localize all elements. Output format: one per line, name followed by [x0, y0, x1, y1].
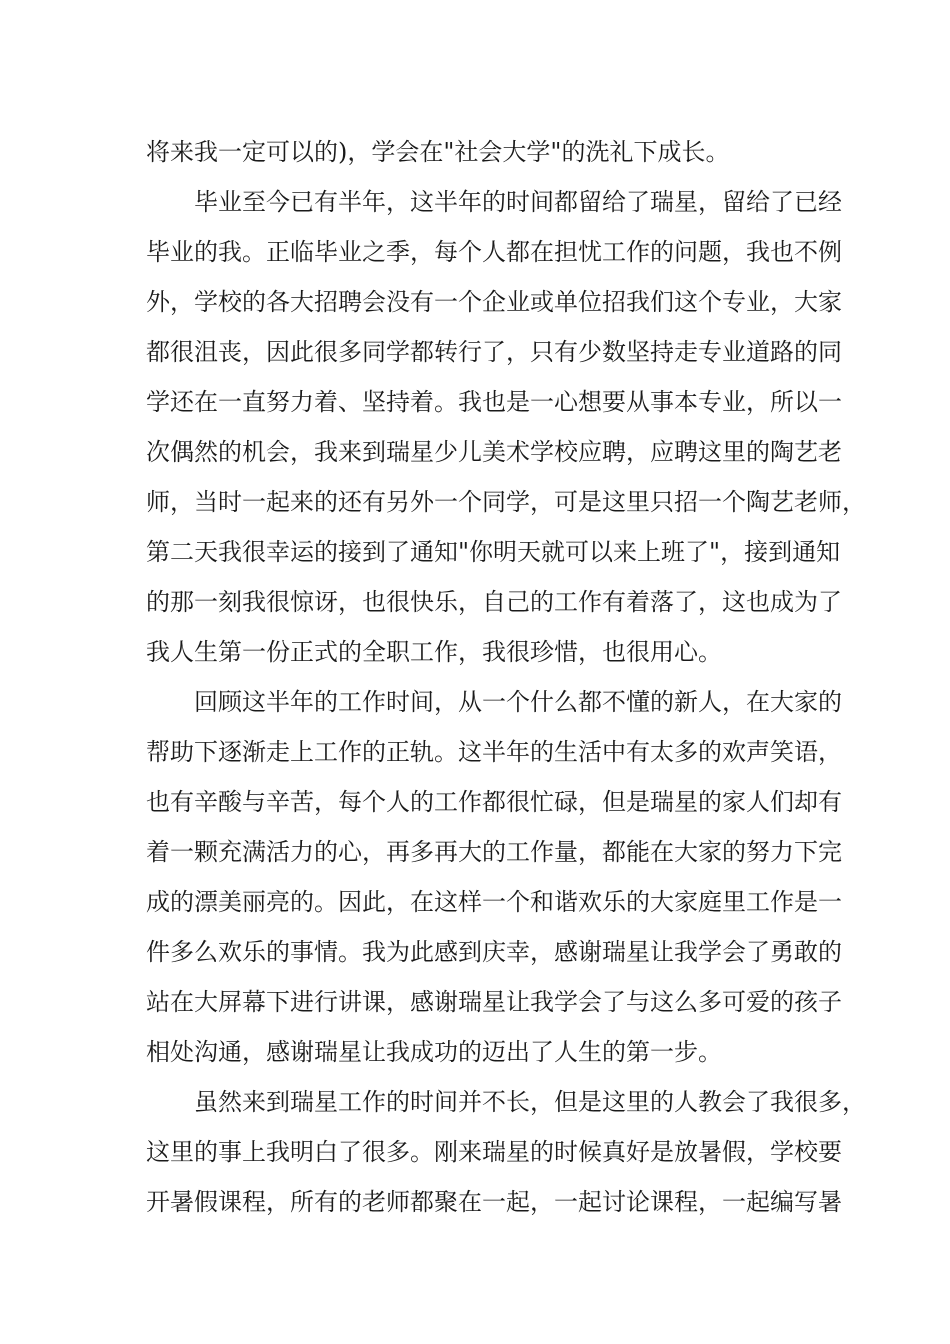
text-line: 成的漂美丽亮的。因此，在这样一个和谐欢乐的大家庭里工作是一 [146, 888, 842, 916]
text-line: 都很沮丧，因此很多同学都转行了，只有少数坚持走专业道路的同 [146, 338, 842, 366]
text-line: 的那一刻我很惊讶，也很快乐，自己的工作有着落了，这也成为了 [146, 588, 842, 616]
text-line: 开暑假课程，所有的老师都聚在一起，一起讨论课程，一起编写暑 [146, 1188, 842, 1216]
paragraph-first-line: 回顾这半年的工作时间，从一个什么都不懂的新人，在大家的 [194, 688, 842, 716]
paragraph-first-line: 虽然来到瑞星工作的时间并不长，但是这里的人教会了我很多， [194, 1088, 866, 1116]
text-line: 着一颗充满活力的心，再多再大的工作量，都能在大家的努力下完 [146, 838, 842, 866]
text-line: 毕业的我。正临毕业之季，每个人都在担忧工作的问题，我也不例 [146, 238, 842, 266]
text-line: 这里的事上我明白了很多。刚来瑞星的时候真好是放暑假，学校要 [146, 1138, 842, 1166]
text-line: 也有辛酸与辛苦，每个人的工作都很忙碌，但是瑞星的家人们却有 [146, 788, 842, 816]
text-line: 第二天我很幸运的接到了通知"你明天就可以来上班了"，接到通知 [146, 538, 841, 566]
text-line: 帮助下逐渐走上工作的正轨。这半年的生活中有太多的欢声笑语， [146, 738, 842, 766]
paragraph-first-line: 毕业至今已有半年，这半年的时间都留给了瑞星，留给了已经 [194, 188, 842, 216]
text-line: 相处沟通，感谢瑞星让我成功的迈出了人生的第一步。 [146, 1038, 722, 1066]
text-line: 我人生第一份正式的全职工作，我很珍惜，也很用心。 [146, 638, 722, 666]
text-line: 将来我一定可以的)，学会在"社会大学"的洗礼下成长。 [146, 138, 730, 166]
text-line: 件多么欢乐的事情。我为此感到庆幸，感谢瑞星让我学会了勇敢的 [146, 938, 842, 966]
text-line: 站在大屏幕下进行讲课，感谢瑞星让我学会了与这么多可爱的孩子 [146, 988, 842, 1016]
text-line: 师，当时一起来的还有另外一个同学，可是这里只招一个陶艺老师， [146, 488, 866, 516]
text-line: 学还在一直努力着、坚持着。我也是一心想要从事本专业，所以一 [146, 388, 842, 416]
text-line: 次偶然的机会，我来到瑞星少儿美术学校应聘，应聘这里的陶艺老 [146, 438, 842, 466]
text-line: 外，学校的各大招聘会没有一个企业或单位招我们这个专业，大家 [146, 288, 842, 316]
